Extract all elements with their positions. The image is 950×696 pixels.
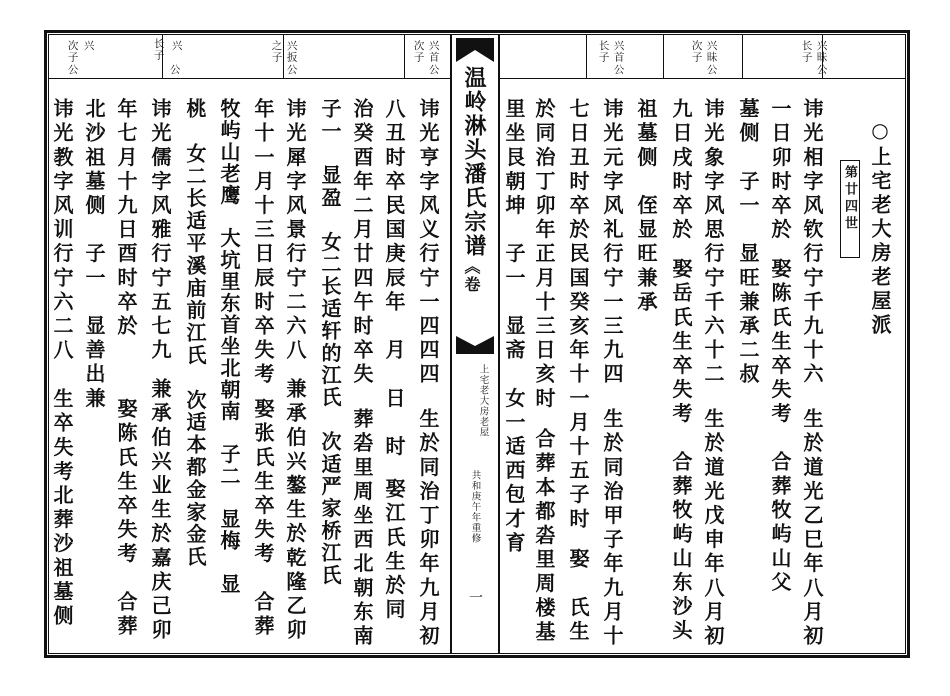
text-column: 桃 女二长适平溪庙前江氏 次适本都金家金氏 [183,98,207,569]
text-column: 祖墓侧 侄显旺兼承 [634,98,658,315]
text-column: 兼承伯兴业生於嘉庆己卯 [148,378,172,644]
text-column: 兼承伯兴鏊生於乾隆乙卯 [283,378,307,644]
text-column: 葬沯里周坐西北朝东南 [350,408,374,649]
header-divider [404,34,405,78]
text-column: 墓侧 子一 显旺兼承二叔 [736,98,760,388]
text-column: 牧屿山老鹰 大坑里东首坐北朝南 子二 显梅 显 [217,98,241,595]
header-slot-text: 兴扳 [285,40,298,63]
header-rule-left [48,78,450,79]
header-slot-text: 兴昧 [705,40,718,63]
header-slot-text: 兴 [170,40,183,52]
header-slot-text: 次子 [690,40,703,63]
text-column: 七日丑时卒於民国癸亥年十一月十五子时 [566,98,590,532]
header-slot-text: 长子 [800,40,813,63]
text-column: 子一 显盈 女二长适轩的江氏 次适严家桥江氏 [318,98,342,587]
text-column: 里坐艮朝坤 子一 显斋 女一适西包才育 [502,98,526,556]
text-column: 生於道光乙巳年八月初 [800,408,824,649]
header-slot-text: 兴 [82,40,95,52]
text-column: 生於同治甲子年九月十 [600,408,624,649]
text-column: 生於同治丁卯年九月初 [416,408,440,649]
header-slot-text: 公 [285,64,298,76]
header-slot-text: 公 [705,64,718,76]
generation-label: 第廿四世 [842,165,857,233]
spine-house-name: 上宅老大房老屋 [477,364,489,438]
header-slot-text: 公 [66,64,79,76]
text-column: 讳光亨字风义行宁一四四四 [416,98,440,388]
text-column: 九日戌时卒於 [669,98,693,243]
header-slot-text: 次子 [412,40,425,63]
spine-volume: 《卷 [462,258,481,294]
spine-line-right [498,34,500,654]
spine-book-title: 温岭淋头潘氏宗谱 [461,66,487,258]
text-column: 讳光教字风训行宁六二八 [50,98,74,364]
header-slot-text: 兴昧 [815,40,828,63]
text-column: 娶岳氏生卒失考 合葬牧屿山东沙头 [669,258,693,644]
header-divider [663,34,664,78]
header-slot-text: 兴首 [612,40,625,63]
header-slot-text: 兴首 [427,40,440,63]
section-title: ○上宅老大房老屋派 [868,118,892,338]
text-column: 讳光相字风钦行宁千九十六 [800,98,824,388]
text-column: 生於道光戊申年八月初 [701,408,725,649]
text-column: 讳光犀字风景行宁二六八 [283,98,307,364]
fishtail-middle-icon [452,334,498,356]
header-slot-text: 长子 [152,38,165,61]
text-column: 讳光元字风礼行宁一三九四 [600,98,624,388]
generation-badge [840,160,860,258]
header-divider [586,34,587,78]
spine-edition: 共和庚午年重修 [469,470,481,544]
text-column: 一日卯时卒於 [768,98,792,243]
text-column: 年七月十九日酉时卒於 [114,98,138,339]
text-column: 年十一月十三日辰时卒失考 [251,98,275,388]
header-slot-text: 次子 [66,40,79,63]
text-column: 娶 氏生 [566,548,590,645]
header-divider [742,34,743,78]
spine-page-number: 一 [467,590,483,604]
text-column: 合葬本都沯里周楼基 [532,428,556,645]
header-slot-text: 公 [427,64,440,76]
header-rule-right [498,78,906,79]
header-slot-text: 长子 [597,40,610,63]
header-divider [283,34,284,78]
text-column: 八丑时卒民国庚辰年 月 日 时 [382,98,406,460]
header-slot-text: 之子 [270,40,283,63]
header-slot-text: 公 [815,64,828,76]
text-column: 讳光象字风思行宁千六十二 [701,98,725,388]
text-column: 娶张氏生卒失考 合葬 [251,398,275,639]
header-slot-text: 公 [612,64,625,76]
text-column: 娶陈氏生卒失考 合葬牧屿山父 [768,258,792,596]
fishtail-top-icon [452,36,498,64]
text-column: 北沙祖墓侧 子一 显善出兼 [82,98,106,412]
text-column: 於同治丁卯年正月十三日亥时 [532,98,556,412]
header-slot-text: 公 [168,64,181,76]
text-column: 讳光儒字风雅行宁五七九 [148,98,172,364]
text-column: 娶江氏生於同 [382,478,406,623]
text-column: 治癸酉年二月廿四午时卒失 [350,98,374,388]
text-column: 生卒失考北葬沙祖墓侧 [50,388,74,629]
text-column: 娶陈氏生卒失考 合葬 [114,398,138,639]
